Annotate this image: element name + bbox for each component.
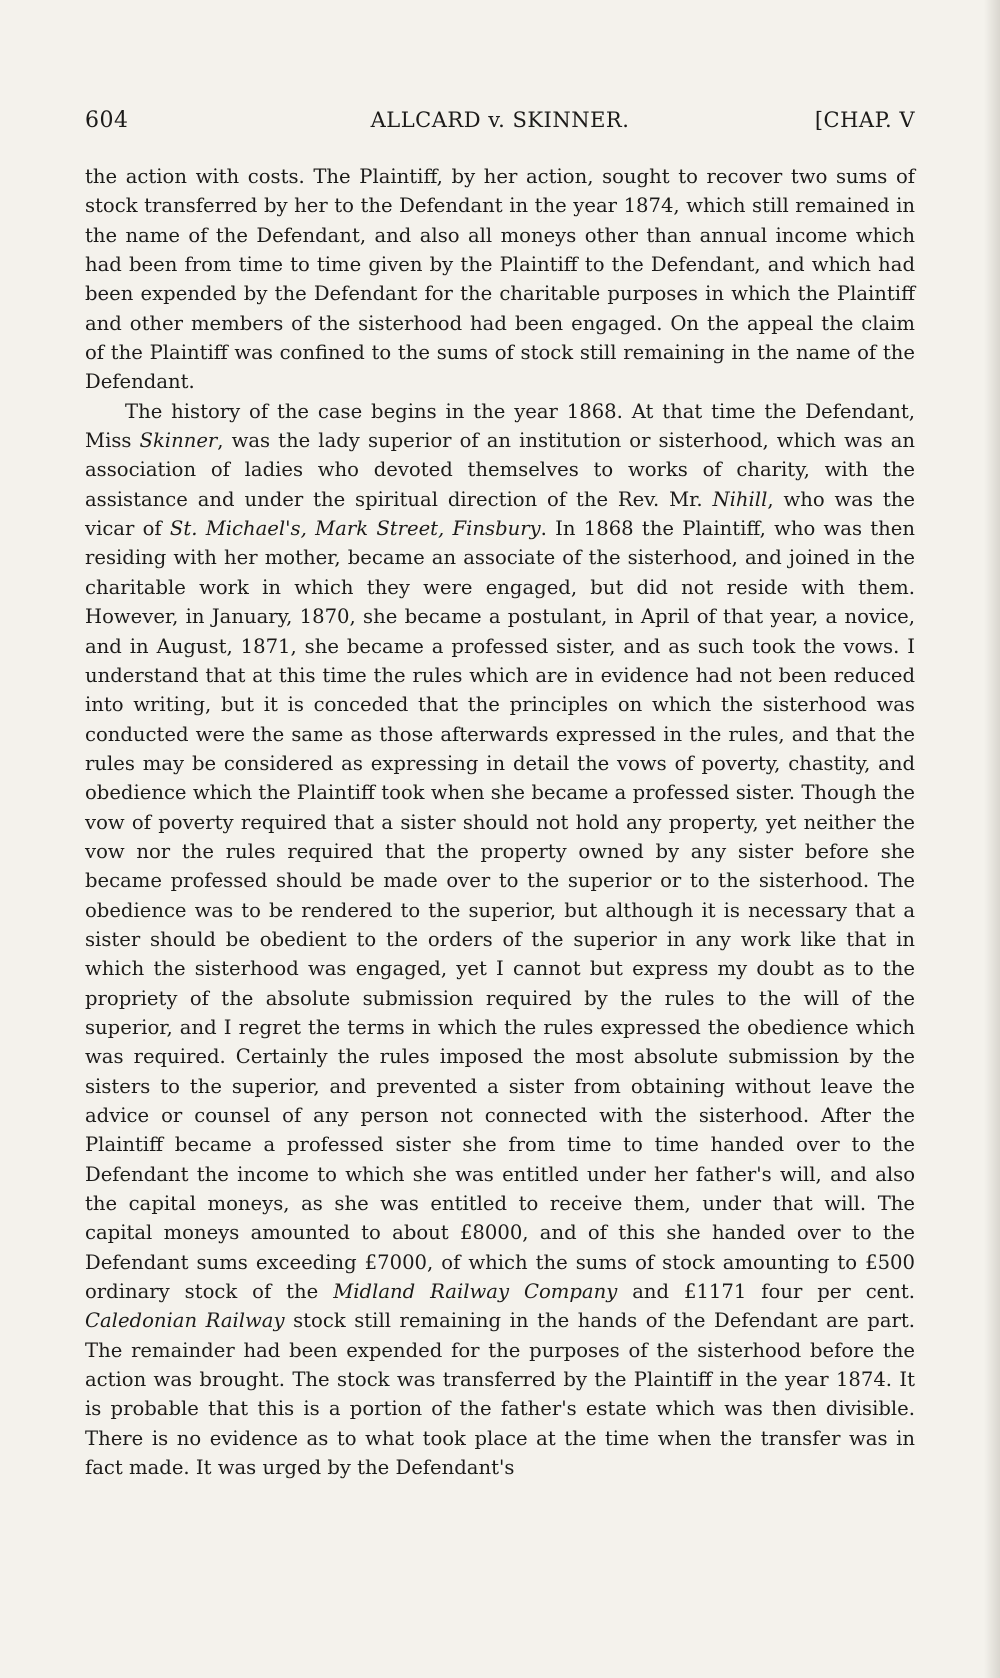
page-header — [85, 108, 915, 142]
text-run: , was the lady superior of an institution or sisterhood, which was an association of ladies who devoted themselves to works of charity, with the assistance and under the spiritual direction of the Rev. Mr. — [85, 429, 915, 511]
paragraph — [85, 162, 915, 397]
italic-text: Caledonian Railway — [85, 1309, 285, 1333]
running-head: ALLCARD v. SKINNER. — [370, 108, 630, 132]
text-run: and £1171 four per cent. — [617, 1280, 915, 1304]
text-run: , who was the vicar of — [85, 487, 915, 541]
chapter-reference: [CHAP. V — [814, 108, 915, 132]
page-number: 604 — [85, 108, 129, 133]
paragraph — [85, 397, 915, 1483]
italic-text: Skinner — [139, 429, 218, 453]
text-run: stock still remaining in the hands of the Defendant are part. The remainder had been expended for the purposes of the sisterhood before the action was brought. The stock was transferred by the Plaintiff in the year 1874. It is probable that this is a portion of the father's estate which was then divisible. There is no evidence as to what took place at the time when the transfer was in fact made. It was urged by the Defendant's — [85, 1309, 915, 1480]
italic-text: St. Michael's, Mark Street, Finsbury — [169, 517, 541, 541]
body-text — [85, 162, 915, 1482]
italic-text: Midland Railway Company — [333, 1280, 618, 1304]
text-run: the action with costs. The Plaintiff, by her action, sought to recover two sums of stock transferred by her to the Defendant in the year 1874, which still remained in the name of the Defendant, and also all moneys other than annual income which had been from time to time given by the Plaintiff to the Defendant, and which had been expended by the Defendant for the charitable purposes in which the Plaintiff and other members of the sisterhood had been engaged. On the appeal the claim of the Plaintiff was confined to the sums of stock still remaining in the name of the Defendant. — [85, 165, 915, 394]
text-run: . In 1868 the Plaintiff, who was then residing with her mother, became an associate of the sisterhood, and joined in the charitable work in which they were engaged, but did not reside with them. However, in January, 1870, she became a postulant, in April of that year, a novice, and in August, 1871, she became a professed sister, and as such took the vows. I understand that at this time the rules which are in evidence had not been reduced into writing, but it is conceded that the principles on which the sisterhood was conducted were the same as those afterwards expressed in the rules, and that the rules may be considered as expressing in detail the vows of poverty, chastity, and obedience which the Plaintiff took when she became a professed sister. Though the vow of poverty required that a sister should not hold any property, yet neither the vow nor the rules required that the property owned by any sister before she became professed should be made over to the superior or to the sisterhood. The obedience was to be rendered to the superior, but although it is necessary that a sister should be obedient to the orders of the superior in any work like that in which the sisterhood was engaged, yet I cannot but express my doubt as to the propriety of the absolute submission required by the rules to the will of the superior, and I regret the terms in which the rules expressed the obedience which was required. Certainly the rules imposed the most absolute submission by the sisters to the superior, and prevented a sister from obtaining without leave the advice or counsel of any person not connected with the sisterhood. After the Plaintiff became a professed sister she from time to time handed over to the Defendant the income to which she was entitled under her father's will, and also the capital moneys, as she was entitled to receive them, under that will. The capital moneys amounted to about £8000, and of this she handed over to the Defendant sums exceeding £7000, of which the sums of stock amounting to £500 ordinary stock of the — [85, 517, 915, 1304]
text-run: The history of the case begins in the year 1868. At that time the Defendant, Miss — [85, 399, 915, 453]
italic-text: Nihill — [712, 487, 768, 511]
page-edge-shadow — [984, 0, 1000, 1678]
